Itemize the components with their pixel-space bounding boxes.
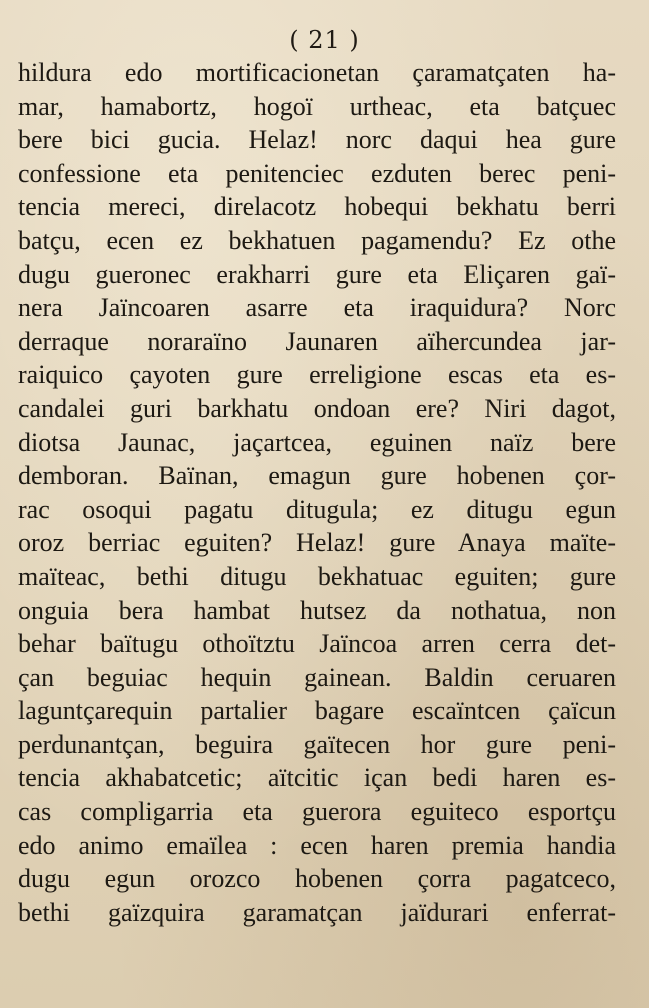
text-line: bethi gaïzquira garamatçan jaïdurari enferrat- <box>18 897 616 927</box>
text-line: perdunantçan, beguira gaïtecen hor gure peni- <box>18 729 616 759</box>
text-line: behar baïtugu othoïtztu Jaïncoa arren cerra det- <box>18 629 616 659</box>
text-line: candalei guri barkhatu ondoan ere? Niri dagot, <box>18 393 616 423</box>
text-line: maïteac, bethi ditugu bekhatuac eguiten; gure <box>18 561 616 591</box>
text-line: dugu gueronec erakharri gure eta Eliçaren gaï- <box>18 259 616 289</box>
text-line: onguia bera hambat hutsez da nothatua, non <box>18 595 616 625</box>
text-line: edo animo emaïlea : ecen haren premia handia <box>18 830 616 860</box>
text-line: derraque noraraïno Jaunaren aïhercundea jar- <box>18 326 616 356</box>
text-line: tencia mereci, direlacotz hobequi bekhatu berri <box>18 192 616 222</box>
text-line: nera Jaïncoaren asarre eta iraquidura? Norc <box>18 293 616 323</box>
text-line: demboran. Baïnan, emagun gure hobenen çor- <box>18 461 616 491</box>
body-text <box>18 56 616 929</box>
text-line: laguntçarequin partalier bagare escaïntcen çaïcun <box>18 696 616 726</box>
text-line: mar, hamabortz, hogoï urtheac, eta batçuec <box>18 91 616 121</box>
text-line: rac osoqui pagatu ditugula; ez ditugu egun <box>18 494 616 524</box>
text-line: diotsa Jaunac, jaçartcea, eguinen naïz bere <box>18 427 616 457</box>
text-line: bere bici gucia. Helaz! norc daqui hea gure <box>18 125 616 155</box>
text-line: cas compligarria eta guerora eguiteco esportçu <box>18 797 616 827</box>
text-line: çan beguiac hequin gainean. Baldin ceruaren <box>18 662 616 692</box>
page-number: ( 21 ) <box>289 26 360 54</box>
text-line: tencia akhabatcetic; aïtcitic içan bedi haren es- <box>18 763 616 793</box>
text-line: dugu egun orozco hobenen çorra pagatceco, <box>18 864 616 894</box>
text-line: hildura edo mortificacionetan çaramatçaten ha- <box>18 58 616 87</box>
text-line: confessione eta penitenciec ezduten berec peni- <box>18 158 616 188</box>
text-line: oroz berriac eguiten? Helaz! gure Anaya maïte- <box>18 528 616 558</box>
text-line: raiquico çayoten gure erreligione escas eta es- <box>18 360 616 390</box>
text-line: batçu, ecen ez bekhatuen pagamendu? Ez othe <box>18 225 616 255</box>
